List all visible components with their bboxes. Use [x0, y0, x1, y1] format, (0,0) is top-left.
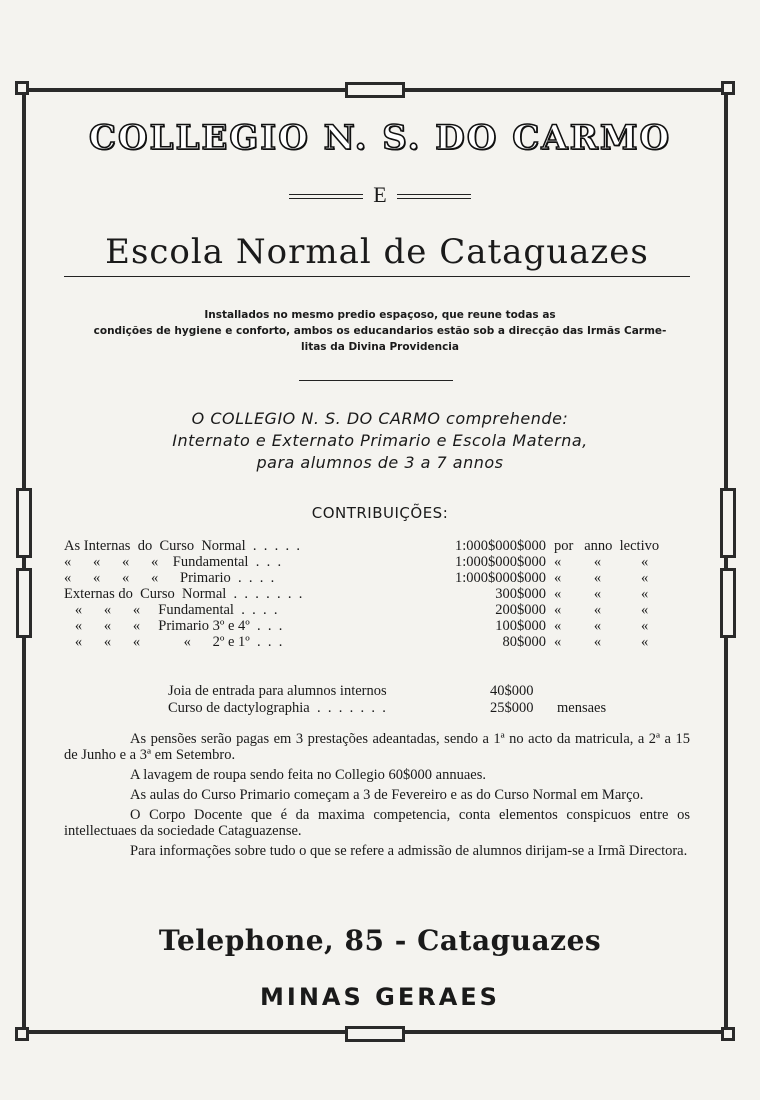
- condition-paragraph: As pensões serão pagas em 3 prestações adeantadas, sendo a 1ª no acto da matricula, a 2ª a 15 de Junho e a 3ª em Setembro.: [64, 731, 690, 763]
- intro-line: litas da Divina Providencia: [301, 341, 459, 353]
- fee-amount: 200$000: [495, 602, 546, 618]
- condition-paragraph: Para informações sobre tudo o que se refere a admissão de alumnos dirijam-se a Irmã Directora.: [130, 843, 688, 859]
- conjunction: E: [373, 182, 387, 207]
- condition-paragraph: O Corpo Docente que é da maxima competencia, conta elementos conspicuos entre os intellectuaes da sociedade Cataguazense.: [64, 807, 690, 839]
- fee-description: « « « « 2º e 1º . . .: [64, 634, 283, 650]
- contributions-heading: CONTRIBUIÇÕES:: [311, 504, 449, 522]
- telephone-line: Telephone, 85 - Cataguazes: [158, 924, 602, 957]
- extra-fee-label: Joia de entrada para alumnos internos: [168, 683, 387, 699]
- extra-fee-period: mensaes: [557, 700, 607, 716]
- state-name: MINAS GERAES: [260, 983, 500, 1011]
- fee-row: [64, 634, 704, 650]
- right-double-rule: [397, 194, 471, 199]
- fee-amount: 1:000$000$000: [454, 554, 546, 570]
- fee-description: « « « « Primario . . . .: [64, 570, 275, 586]
- corner-ornament-bottom-left: [15, 1027, 29, 1041]
- intro-line: condições de hygiene e conforto, ambos os educandarios estão sob a direcção das Irmãs Carme-: [93, 325, 667, 337]
- fee-period: « « «: [554, 570, 649, 586]
- school-title: COLLEGIO N. S. DO CARMO: [88, 118, 672, 158]
- fee-amount: 80$000: [502, 634, 546, 650]
- collegio-line: para alumnos de 3 a 7 annos: [256, 453, 504, 472]
- condition-paragraph: As aulas do Curso Primario começam a 3 de Fevereiro e as do Curso Normal em Março.: [130, 787, 644, 803]
- fee-row: [64, 538, 704, 554]
- school-subtitle: Escola Normal de Cataguazes: [105, 232, 649, 272]
- top-ornament: [345, 82, 405, 98]
- fee-description: As Internas do Curso Normal . . . . .: [64, 538, 301, 554]
- fee-row: [64, 554, 704, 570]
- fee-description: « « « « Fundamental . . .: [64, 554, 282, 570]
- extra-fee-amount: 40$000: [490, 683, 534, 699]
- fee-row: [64, 602, 704, 618]
- left-ornament-lower: [16, 568, 32, 638]
- extra-fee-row: [168, 683, 648, 700]
- right-ornament-lower: [720, 568, 736, 638]
- corner-ornament-top-left: [15, 81, 29, 95]
- extra-fees: [168, 683, 648, 717]
- conditions-text: [64, 731, 690, 863]
- collegio-description: [0, 408, 760, 474]
- fee-description: « « « Fundamental . . . .: [64, 602, 278, 618]
- fee-amount: 1:000$000$000: [454, 570, 546, 586]
- fee-period: « « «: [554, 634, 649, 650]
- left-ornament-upper: [16, 488, 32, 558]
- fee-period: « « «: [554, 554, 649, 570]
- conjunction-row: [0, 182, 760, 208]
- section-divider: [299, 380, 453, 381]
- intro-text: [60, 307, 700, 355]
- fee-period: « « «: [554, 618, 649, 634]
- fee-description: Externas do Curso Normal . . . . . . .: [64, 586, 303, 602]
- fee-period: « « «: [554, 586, 649, 602]
- subtitle-underline: [64, 276, 690, 277]
- collegio-line: O COLLEGIO N. S. DO CARMO comprehende:: [191, 409, 569, 428]
- extra-fee-row: [168, 700, 648, 717]
- corner-ornament-bottom-right: [721, 1027, 735, 1041]
- fee-row: [64, 618, 704, 634]
- bottom-ornament: [345, 1026, 405, 1042]
- extra-fee-label: Curso de dactylographia . . . . . . .: [168, 700, 386, 716]
- extra-fee-amount: 25$000: [490, 700, 534, 716]
- fee-amount: 100$000: [495, 618, 546, 634]
- condition-paragraph: A lavagem de roupa sendo feita no Collegio 60$000 annuaes.: [130, 767, 486, 783]
- intro-line: Installados no mesmo predio espaçoso, que reune todas as: [204, 309, 556, 321]
- fee-period: « « «: [554, 602, 649, 618]
- fee-description: « « « Primario 3º e 4º . . .: [64, 618, 283, 634]
- corner-ornament-top-right: [721, 81, 735, 95]
- right-ornament-upper: [720, 488, 736, 558]
- fee-period: por anno lectivo: [554, 538, 660, 554]
- fee-row: [64, 570, 704, 586]
- fee-amount: 1:000$000$000: [454, 538, 546, 554]
- fees-table: [64, 538, 704, 650]
- collegio-line: Internato e Externato Primario e Escola Materna,: [172, 431, 588, 450]
- fee-row: [64, 586, 704, 602]
- left-double-rule: [289, 194, 363, 199]
- fee-amount: 300$000: [495, 586, 546, 602]
